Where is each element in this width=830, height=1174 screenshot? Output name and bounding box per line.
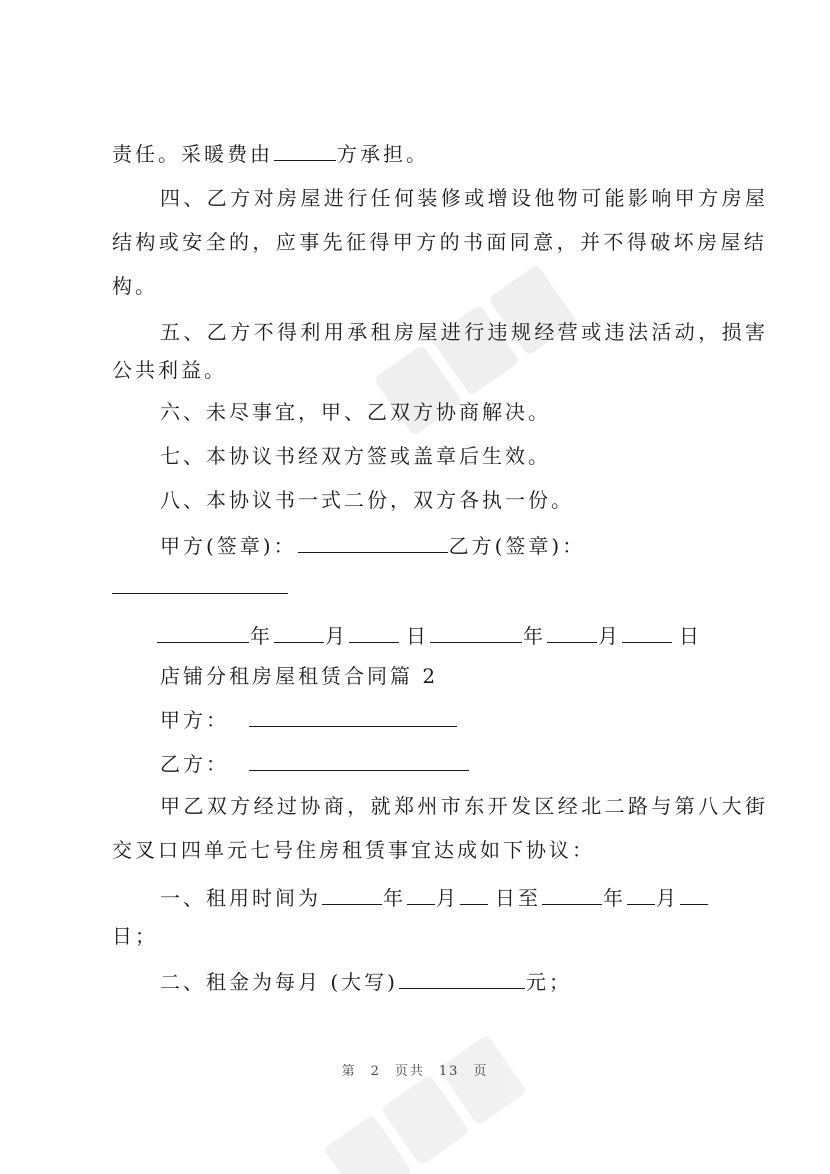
party-b-sign-label: 乙方(签章)：	[448, 534, 586, 558]
blank-underline	[157, 620, 249, 643]
text-line: 八、本协议书一式二份，双方各执一份。	[160, 488, 574, 512]
term-line	[160, 882, 709, 912]
section-title: 店铺分租房屋租赁合同篇 2	[160, 664, 439, 688]
footer-total-pages: 13	[438, 1064, 460, 1079]
text-line: 六、未尽事宜，甲、乙双方协商解决。	[160, 400, 551, 424]
text-line: 结构或安全的，应事先征得甲方的书面同意，并不得破坏房屋结	[112, 230, 768, 254]
blank-underline	[322, 882, 382, 905]
year-label: 年	[250, 624, 273, 648]
text-line: 五、乙方不得利用承租房屋进行违规经营或违法活动，损害	[160, 320, 769, 344]
signature-line	[160, 530, 585, 560]
blank-underline	[407, 882, 435, 905]
term-label: 一、租用时间为	[160, 886, 321, 910]
month-label: 月	[436, 886, 459, 910]
blank-underline	[298, 530, 448, 553]
year-label: 年	[523, 624, 546, 648]
text-line: 构。	[112, 274, 158, 298]
footer-page-number: 2	[370, 1064, 381, 1079]
blank-underline	[547, 620, 597, 643]
blank-underline	[112, 593, 288, 594]
text-line: 四、乙方对房屋进行任何装修或增设他物可能影响甲方房屋	[160, 186, 769, 210]
party-a-sign-label: 甲方(签章)：	[160, 534, 297, 558]
page-footer	[0, 1060, 830, 1079]
footer-suffix: 页	[473, 1064, 489, 1079]
footer-prefix: 第	[341, 1064, 357, 1079]
date-line	[156, 620, 702, 650]
text-line: 甲乙双方经过协商，就郑州市东开发区经北二路与第八大街	[160, 794, 769, 818]
month-label: 月	[325, 624, 348, 648]
party-b-line	[160, 748, 470, 778]
day-label: 日	[679, 624, 702, 648]
blank-underline	[627, 882, 655, 905]
blank-underline	[249, 704, 457, 727]
text-line	[112, 138, 429, 168]
blank-underline	[622, 620, 672, 643]
party-a-label: 甲方：	[160, 708, 229, 732]
party-b-label: 乙方：	[160, 752, 229, 776]
footer-middle: 页共	[394, 1064, 425, 1079]
month-label: 月	[656, 886, 679, 910]
text-line: 公共利益。	[112, 358, 227, 382]
rent-label: 二、租金为每月 (大写)	[160, 970, 398, 994]
year-label: 年	[383, 886, 406, 910]
text-line: 七、本协议书经双方签或盖章后生效。	[160, 444, 551, 468]
rent-unit: 元；	[525, 970, 572, 994]
rent-line	[160, 966, 572, 996]
blank-underline	[249, 748, 469, 771]
text-line: 日；	[112, 924, 158, 948]
blank-underline	[349, 620, 399, 643]
party-a-line	[160, 704, 458, 734]
text-fragment: 方承担。	[337, 142, 429, 166]
blank-underline	[274, 138, 336, 161]
month-label: 月	[598, 624, 621, 648]
blank-underline	[430, 620, 522, 643]
blank-underline	[460, 882, 488, 905]
blank-underline	[274, 620, 324, 643]
day-label: 日	[406, 624, 429, 648]
blank-underline	[680, 882, 708, 905]
to-label: 日至	[495, 886, 541, 910]
year-label: 年	[603, 886, 626, 910]
blank-underline	[542, 882, 602, 905]
text-line: 交叉口四单元七号住房租赁事宜达成如下协议：	[112, 838, 595, 862]
text-fragment: 责任。采暖费由	[112, 142, 273, 166]
blank-underline	[399, 966, 525, 989]
